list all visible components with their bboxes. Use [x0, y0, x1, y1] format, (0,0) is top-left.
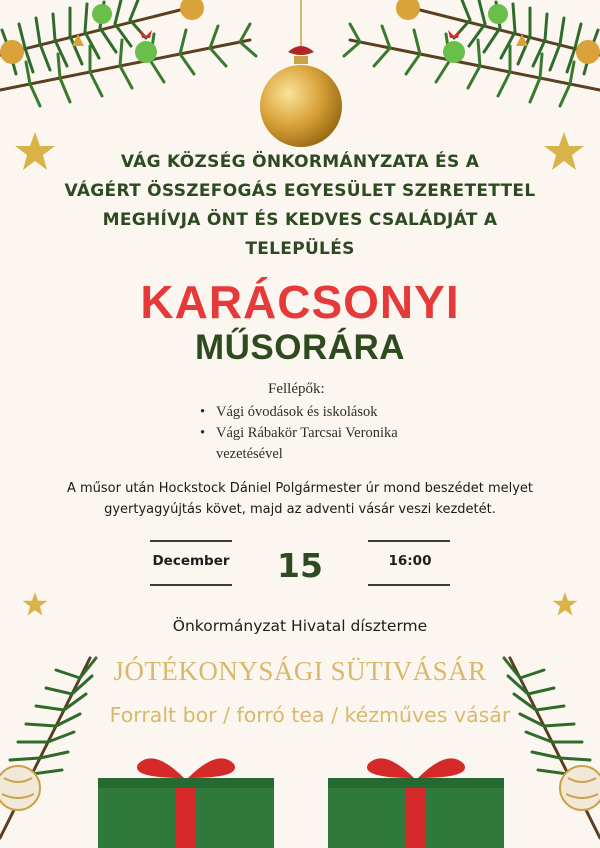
gift-box-right — [326, 748, 506, 848]
event-venue: Önkormányzat Hivatal díszterme — [172, 617, 428, 635]
event-day: 15 — [277, 546, 323, 585]
top-left-ornaments — [0, 0, 220, 70]
hanging-bauble — [258, 0, 344, 150]
list-item: • Vági Rábakör Tarcsai Veronika vezetésével — [200, 423, 460, 465]
divider — [368, 584, 450, 586]
intro-line: MEGHÍVJA ÖNT ÉS KEDVES CSALÁDJÁT A — [102, 210, 498, 230]
star-icon — [543, 132, 585, 172]
intro-line: TELEPÜLÉS — [245, 239, 355, 259]
description-line: A műsor után Hockstock Dániel Polgármester úr mond beszédet melyet — [66, 481, 534, 496]
star-icon — [552, 592, 578, 617]
star-icon — [22, 592, 48, 617]
intro-line: VÁGÉRT ÖSSZEFOGÁS EGYESÜLET SZERETETTEL — [64, 181, 536, 201]
event-month: December — [152, 553, 230, 569]
list-item: • Vági óvodások és iskolások — [200, 402, 460, 423]
performers-list — [200, 402, 460, 465]
top-right-ornaments — [380, 0, 600, 70]
event-title: KARÁCSONYI — [140, 276, 460, 328]
event-subtitle: MŰSORÁRA — [194, 328, 406, 367]
intro-line: VÁG KÖZSÉG ÖNKORMÁNYZATA ÉS A — [120, 152, 480, 172]
performers-heading: Fellépők: — [268, 381, 325, 397]
invitation-intro — [60, 148, 540, 264]
program-description — [40, 478, 560, 520]
charity-bake-sale: JÓTÉKONYSÁGI SÜTIVÁSÁR — [113, 656, 487, 686]
event-time: 16:00 — [388, 553, 432, 569]
offerings-line: Forralt bor / forró tea / kézműves vásár — [109, 703, 511, 727]
description-line: gyertyagyújtás követ, majd az adventi vásár veszi kezdetét. — [104, 502, 496, 517]
divider — [368, 540, 450, 542]
divider — [150, 540, 232, 542]
divider — [150, 584, 232, 586]
star-icon — [14, 132, 56, 172]
gift-box-left — [96, 748, 276, 848]
